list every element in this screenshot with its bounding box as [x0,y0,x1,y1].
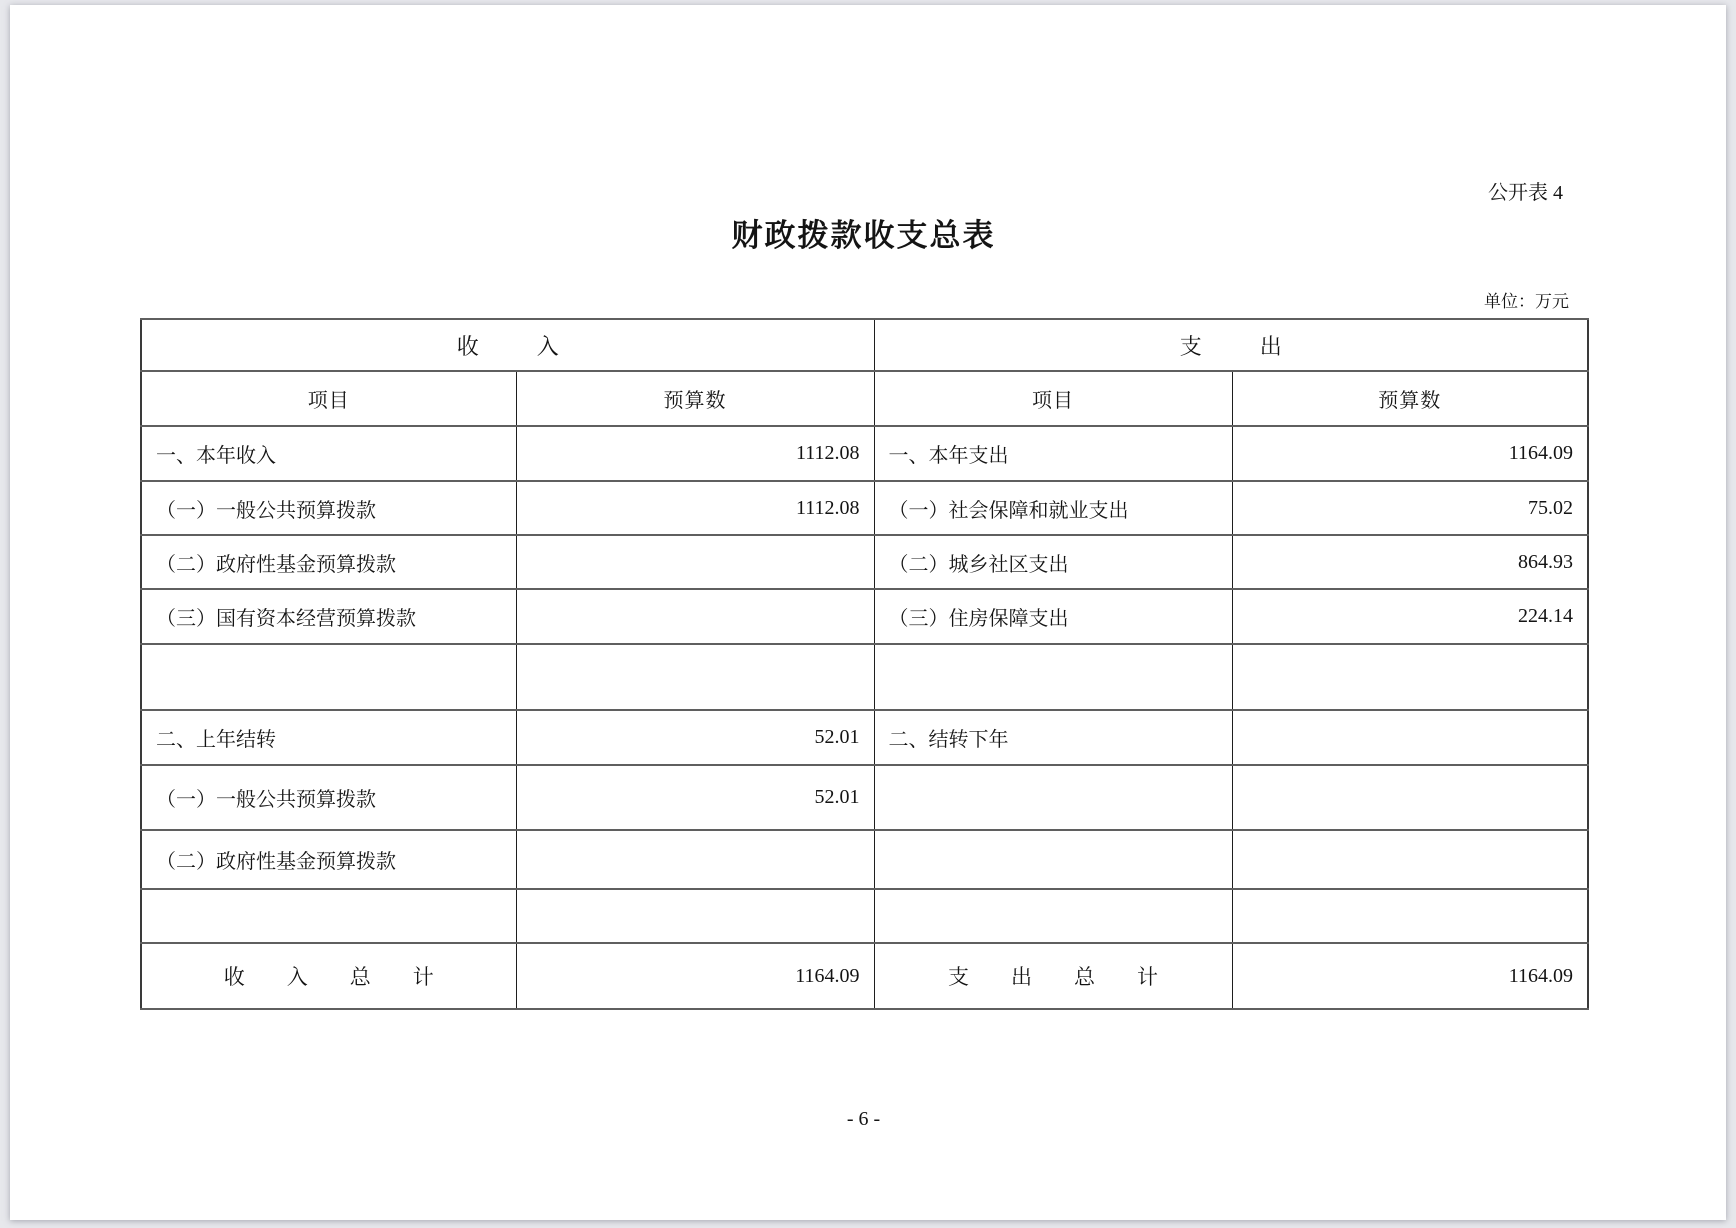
corner-label: 公开表 4 [1488,182,1563,204]
income-item-column-header: 项目 [141,371,516,426]
income-item-cell: （三）国有资本经营预算拨款 [141,589,516,644]
expense-value-cell [1232,889,1588,943]
expense-section-header: 支出 [874,319,1588,371]
table-row [141,830,1588,889]
expense-item-cell: （三）住房保障支出 [874,589,1232,644]
table-row [141,765,1588,830]
income-section-header: 收入 [141,319,874,371]
unit-label: 单位：万元 [1484,292,1569,311]
income-item-cell [141,644,516,710]
income-value-cell: 1112.08 [516,481,874,535]
expense-item-cell: （二）城乡社区支出 [874,535,1232,589]
table-row [141,889,1588,943]
expense-value-cell [1232,765,1588,830]
expense-item-cell [874,830,1232,889]
expense-value-cell: 1164.09 [1232,426,1588,481]
expense-budget-column-header: 预算数 [1232,371,1588,426]
expense-total-value: 1164.09 [1232,943,1588,1009]
budget-table [140,318,1589,1010]
expense-value-cell [1232,644,1588,710]
table-row [141,481,1588,535]
income-item-cell: （二）政府性基金预算拨款 [141,830,516,889]
table-row [141,589,1588,644]
income-total-value: 1164.09 [516,943,874,1009]
income-value-cell [516,830,874,889]
expense-value-cell [1232,830,1588,889]
page-number: - 6 - [846,1108,881,1130]
expense-item-cell: 一、本年支出 [874,426,1232,481]
income-total-label: 收入总计 [141,943,516,1009]
expense-item-cell: （一）社会保障和就业支出 [874,481,1232,535]
expense-value-cell: 75.02 [1232,481,1588,535]
income-value-cell: 52.01 [516,765,874,830]
income-item-cell [141,889,516,943]
income-item-cell: 一、本年收入 [141,426,516,481]
income-budget-column-header: 预算数 [516,371,874,426]
income-item-cell: （二）政府性基金预算拨款 [141,535,516,589]
income-value-cell [516,535,874,589]
income-value-cell [516,644,874,710]
expense-item-cell: 二、结转下年 [874,710,1232,765]
expense-value-cell [1232,710,1588,765]
expense-total-label: 支出总计 [874,943,1232,1009]
table-row [141,426,1588,481]
column-header-row [141,371,1588,426]
table-row [141,644,1588,710]
section-header-row [141,319,1588,371]
expense-value-cell: 224.14 [1232,589,1588,644]
income-value-cell: 1112.08 [516,426,874,481]
document-page [10,5,1726,1220]
income-value-cell [516,889,874,943]
expense-item-cell [874,765,1232,830]
expense-item-column-header: 项目 [874,371,1232,426]
expense-item-cell [874,644,1232,710]
income-value-cell [516,589,874,644]
table-row [141,535,1588,589]
income-value-cell: 52.01 [516,710,874,765]
total-row [141,943,1588,1009]
expense-item-cell [874,889,1232,943]
page-title: 财政拨款收支总表 [731,218,996,253]
income-item-cell: （一）一般公共预算拨款 [141,765,516,830]
expense-value-cell: 864.93 [1232,535,1588,589]
table-row [141,710,1588,765]
income-item-cell: （一）一般公共预算拨款 [141,481,516,535]
income-item-cell: 二、上年结转 [141,710,516,765]
